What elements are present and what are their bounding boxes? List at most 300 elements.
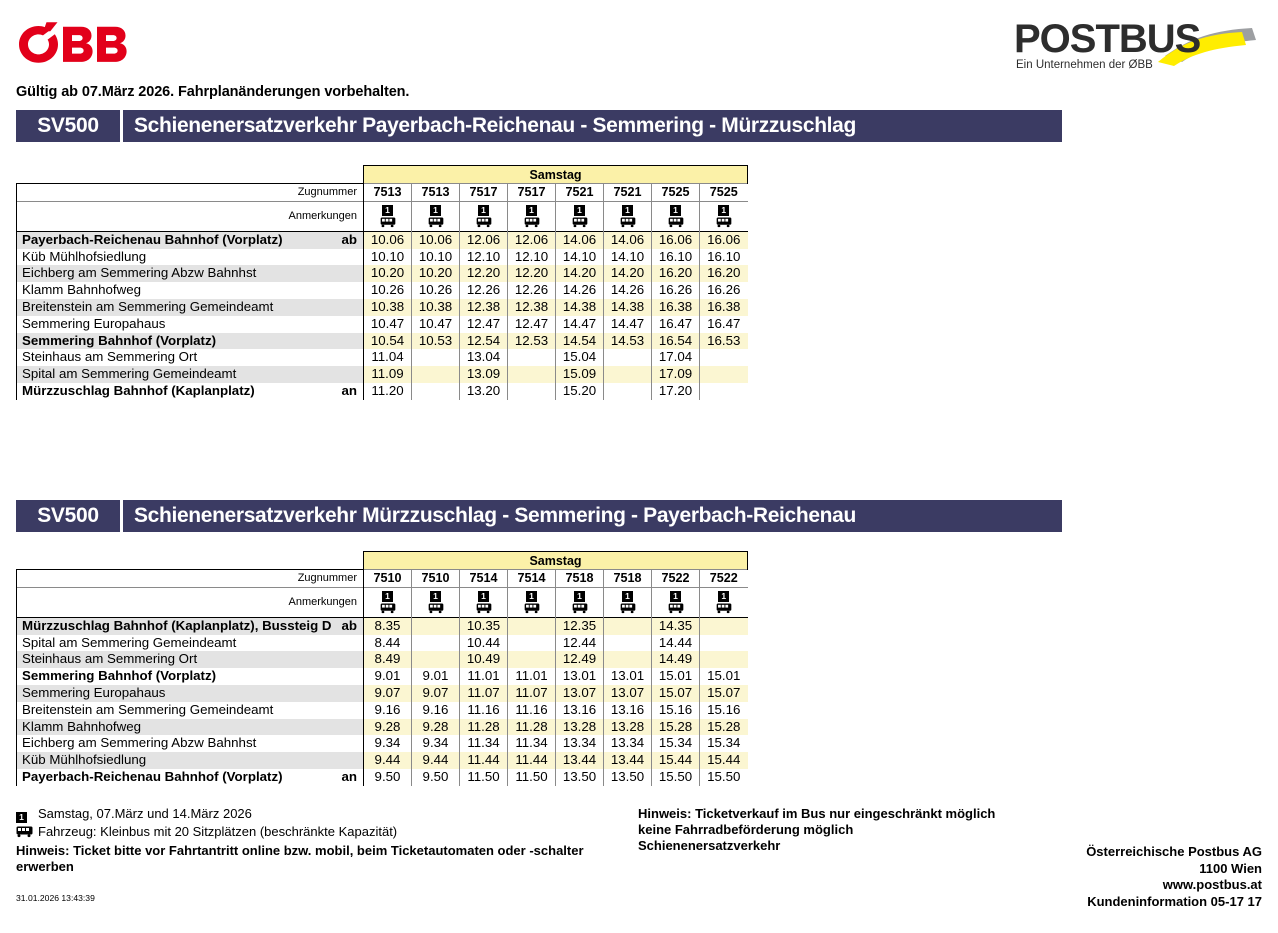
- stop-name: Klamm Bahnhofweg: [22, 718, 141, 734]
- annotation-cell: [604, 587, 652, 617]
- note-one-icon: 1: [718, 591, 729, 602]
- annotation-cell: [460, 587, 508, 617]
- company-name: Österreichische Postbus AG: [1086, 844, 1262, 859]
- time-cell: [604, 617, 652, 634]
- train-number-cell: 7522: [700, 570, 748, 588]
- stop-name: Steinhaus am Semmering Ort: [22, 651, 198, 667]
- time-cell: 9.28: [412, 719, 460, 736]
- time-cell: 10.47: [412, 316, 460, 333]
- time-cell: 9.50: [364, 769, 412, 786]
- route-title-1: Schienenersatzverkehr Payerbach-Reichenau - Semmering - Mürzzuschlag: [134, 114, 856, 137]
- time-cell: 11.04: [364, 349, 412, 366]
- time-cell: 12.26: [460, 282, 508, 299]
- time-cell: 9.50: [412, 769, 460, 786]
- day-header-cell: Samstag: [364, 166, 748, 184]
- note-one-icon: 1: [526, 205, 537, 216]
- annotation-cell: [556, 201, 604, 231]
- train-number-cell: 7518: [556, 570, 604, 588]
- train-number-cell: 7513: [412, 184, 460, 202]
- time-cell: 10.26: [364, 282, 412, 299]
- time-cell: [700, 617, 748, 634]
- stop-name-cell: [17, 685, 364, 702]
- stop-name: Eichberg am Semmering Abzw Bahnhst: [22, 265, 257, 281]
- time-cell: 16.26: [652, 282, 700, 299]
- time-cell: 16.26: [700, 282, 748, 299]
- bus-icon: [572, 603, 588, 614]
- customer-info: Kundeninformation 05-17 17: [1087, 893, 1262, 909]
- time-cell: 16.10: [700, 249, 748, 266]
- note-one-icon: 1: [574, 205, 585, 216]
- table-row: [17, 349, 748, 366]
- stop-name-cell: [17, 635, 364, 652]
- stop-name-cell: [17, 265, 364, 282]
- annotation-cell: [700, 587, 748, 617]
- time-cell: 12.38: [460, 299, 508, 316]
- stop-name-cell: [17, 249, 364, 266]
- time-cell: 15.09: [556, 366, 604, 383]
- time-cell: 13.09: [460, 366, 508, 383]
- time-cell: 16.10: [652, 249, 700, 266]
- annotation-cell: [700, 201, 748, 231]
- time-cell: 9.01: [412, 668, 460, 685]
- time-cell: 11.01: [460, 668, 508, 685]
- time-cell: 15.28: [700, 719, 748, 736]
- time-cell: [700, 349, 748, 366]
- time-cell: [604, 383, 652, 400]
- bus-icon: [428, 217, 444, 228]
- time-cell: 11.01: [508, 668, 556, 685]
- line-code-2: SV500: [37, 504, 99, 527]
- time-cell: 14.26: [556, 282, 604, 299]
- table-row: [17, 752, 748, 769]
- time-cell: [412, 617, 460, 634]
- time-cell: 8.35: [364, 617, 412, 634]
- time-cell: 14.38: [604, 299, 652, 316]
- time-cell: [508, 383, 556, 400]
- note-one-icon: 1: [622, 205, 633, 216]
- time-cell: 16.06: [652, 231, 700, 248]
- train-number-row: [17, 570, 748, 588]
- bus-icon: [524, 603, 540, 614]
- time-cell: 11.16: [508, 702, 556, 719]
- time-cell: 11.07: [508, 685, 556, 702]
- time-cell: 12.49: [556, 651, 604, 668]
- time-cell: 13.34: [604, 735, 652, 752]
- time-cell: [508, 651, 556, 668]
- route-header-2: [16, 500, 1062, 532]
- table-row: [17, 231, 748, 248]
- time-cell: 15.20: [556, 383, 604, 400]
- train-number-cell: 7525: [700, 184, 748, 202]
- time-cell: 14.47: [604, 316, 652, 333]
- time-cell: 11.34: [508, 735, 556, 752]
- stop-name: Eichberg am Semmering Abzw Bahnhst: [22, 735, 257, 751]
- stop-name: Semmering Bahnhof (Vorplatz): [22, 332, 217, 348]
- stop-name-cell: [17, 617, 364, 634]
- annotation-cell: [364, 587, 412, 617]
- postbus-wordmark: POSTBUS: [1014, 17, 1201, 61]
- table-row: [17, 719, 748, 736]
- hinweis-left: Hinweis: Ticket bitte vor Fahrtantritt online bzw. mobil, beim Ticketautomaten oder -schalter erwerben: [16, 843, 584, 874]
- table-row: [17, 668, 748, 685]
- time-cell: 14.47: [556, 316, 604, 333]
- time-cell: 9.07: [412, 685, 460, 702]
- time-cell: 14.10: [556, 249, 604, 266]
- label-zugnummer: Zugnummer: [17, 570, 364, 588]
- bus-icon: [428, 603, 444, 614]
- time-cell: 10.38: [364, 299, 412, 316]
- time-cell: 14.06: [556, 231, 604, 248]
- time-cell: [604, 651, 652, 668]
- bus-icon: [716, 603, 732, 614]
- table-row: [17, 316, 748, 333]
- time-cell: 12.06: [508, 231, 556, 248]
- table-row: [17, 735, 748, 752]
- bus-icon: [476, 217, 492, 228]
- stop-name: Semmering Bahnhof (Vorplatz): [22, 668, 217, 684]
- stop-name: Spital am Semmering Gemeindeamt: [22, 366, 237, 382]
- company-city: 1100 Wien: [1199, 860, 1262, 876]
- time-cell: [412, 383, 460, 400]
- time-cell: 9.44: [364, 752, 412, 769]
- stop-name-cell: [17, 349, 364, 366]
- train-number-cell: 7510: [364, 570, 412, 588]
- time-cell: 11.50: [508, 769, 556, 786]
- time-cell: 14.54: [556, 333, 604, 350]
- time-cell: 13.01: [556, 668, 604, 685]
- footnote-bus-text: Fahrzeug: Kleinbus mit 20 Sitzplätzen (beschränkte Kapazität): [38, 824, 398, 839]
- table-row: [17, 617, 748, 634]
- train-number-cell: 7513: [364, 184, 412, 202]
- time-cell: 11.44: [460, 752, 508, 769]
- time-cell: 12.20: [460, 265, 508, 282]
- stop-name-cell: [17, 735, 364, 752]
- train-number-cell: 7510: [412, 570, 460, 588]
- bus-icon: [380, 217, 396, 228]
- time-cell: 17.20: [652, 383, 700, 400]
- stop-name: Klamm Bahnhofweg: [22, 282, 141, 298]
- time-cell: 16.06: [700, 231, 748, 248]
- annotation-cell: [556, 587, 604, 617]
- train-number-cell: 7525: [652, 184, 700, 202]
- annotation-cell: [412, 587, 460, 617]
- time-cell: 10.53: [412, 333, 460, 350]
- time-cell: 15.34: [652, 735, 700, 752]
- time-cell: 10.44: [460, 635, 508, 652]
- time-cell: 14.20: [556, 265, 604, 282]
- time-cell: 13.44: [556, 752, 604, 769]
- time-cell: 12.38: [508, 299, 556, 316]
- time-cell: 16.20: [700, 265, 748, 282]
- arr-dep-marker: ab: [341, 231, 357, 247]
- stop-name-cell: [17, 316, 364, 333]
- table-row: [17, 769, 748, 786]
- time-cell: 15.01: [652, 668, 700, 685]
- time-cell: 10.47: [364, 316, 412, 333]
- note-one-icon: 1: [430, 205, 441, 216]
- stop-name: Spital am Semmering Gemeindeamt: [22, 634, 237, 650]
- time-cell: 10.54: [364, 333, 412, 350]
- time-cell: 13.07: [556, 685, 604, 702]
- time-cell: 15.01: [700, 668, 748, 685]
- time-cell: 13.28: [556, 719, 604, 736]
- stop-name-cell: [17, 366, 364, 383]
- time-cell: 10.35: [460, 617, 508, 634]
- bus-icon: [476, 603, 492, 614]
- time-cell: 10.20: [364, 265, 412, 282]
- bus-icon: [380, 603, 396, 614]
- time-cell: 17.04: [652, 349, 700, 366]
- train-number-row: [17, 184, 748, 202]
- time-cell: 13.50: [604, 769, 652, 786]
- time-cell: 14.20: [604, 265, 652, 282]
- time-cell: 16.47: [652, 316, 700, 333]
- stop-name-cell: [17, 282, 364, 299]
- annotation-cell: [508, 587, 556, 617]
- time-cell: 9.34: [364, 735, 412, 752]
- time-cell: 15.50: [652, 769, 700, 786]
- note-one-icon: 1: [526, 591, 537, 602]
- stop-name-cell: [17, 651, 364, 668]
- note-one-icon: 1: [382, 591, 393, 602]
- time-cell: 15.16: [700, 702, 748, 719]
- company-address: [1086, 844, 1262, 910]
- stop-name: Breitenstein am Semmering Gemeindeamt: [22, 701, 274, 717]
- annotation-cell: [460, 201, 508, 231]
- time-cell: [412, 635, 460, 652]
- day-header-cell: Samstag: [364, 552, 748, 570]
- time-cell: 13.01: [604, 668, 652, 685]
- table-row: [17, 651, 748, 668]
- timetable-2: [16, 551, 748, 786]
- train-number-cell: 7517: [508, 184, 556, 202]
- day-header-row: [17, 552, 748, 570]
- time-cell: 12.44: [556, 635, 604, 652]
- time-cell: 14.10: [604, 249, 652, 266]
- time-cell: 10.06: [412, 231, 460, 248]
- bus-icon: [716, 217, 732, 228]
- time-cell: 13.07: [604, 685, 652, 702]
- annotation-row: [17, 201, 748, 231]
- spacer-cell: [17, 552, 364, 570]
- time-cell: 9.28: [364, 719, 412, 736]
- postbus-logo: [990, 12, 1260, 74]
- note-one-icon: 1: [16, 806, 38, 823]
- time-cell: 14.38: [556, 299, 604, 316]
- company-website[interactable]: www.postbus.at: [1162, 877, 1262, 892]
- time-cell: 16.47: [700, 316, 748, 333]
- train-number-cell: 7517: [460, 184, 508, 202]
- time-cell: 8.44: [364, 635, 412, 652]
- stop-name-cell: [17, 719, 364, 736]
- time-cell: [604, 635, 652, 652]
- stop-name-cell: [17, 668, 364, 685]
- label-anmerkungen: Anmerkungen: [17, 587, 364, 617]
- train-number-cell: 7514: [508, 570, 556, 588]
- spacer-cell: [17, 166, 364, 184]
- time-cell: 15.50: [700, 769, 748, 786]
- note-one-icon: 1: [718, 205, 729, 216]
- time-cell: 11.28: [460, 719, 508, 736]
- time-cell: 15.04: [556, 349, 604, 366]
- time-cell: 15.34: [700, 735, 748, 752]
- route-header-1: [16, 110, 1062, 142]
- time-cell: 10.49: [460, 651, 508, 668]
- time-cell: 14.44: [652, 635, 700, 652]
- time-cell: 14.49: [652, 651, 700, 668]
- footnote-1-text: Samstag, 07.März und 14.März 2026: [38, 806, 252, 821]
- stop-name: Küb Mühlhofsiedlung: [22, 248, 147, 264]
- time-cell: [604, 366, 652, 383]
- timetable-1: [16, 165, 748, 400]
- arr-dep-marker: ab: [341, 617, 357, 633]
- time-cell: [508, 635, 556, 652]
- time-cell: 8.49: [364, 651, 412, 668]
- stop-name-cell: [17, 231, 364, 248]
- table-row: [17, 333, 748, 350]
- stop-name: Payerbach-Reichenau Bahnhof (Vorplatz): [22, 231, 283, 247]
- time-cell: 11.07: [460, 685, 508, 702]
- stop-name-cell: [17, 702, 364, 719]
- bus-icon: [16, 824, 38, 841]
- stop-name: Steinhaus am Semmering Ort: [22, 349, 198, 365]
- route-title-2: Schienenersatzverkehr Mürzzuschlag - Semmering - Payerbach-Reichenau: [134, 504, 856, 527]
- train-number-cell: 7521: [604, 184, 652, 202]
- train-number-cell: 7522: [652, 570, 700, 588]
- time-cell: 14.53: [604, 333, 652, 350]
- table-row: [17, 685, 748, 702]
- time-cell: [508, 366, 556, 383]
- note-one-icon: 1: [670, 205, 681, 216]
- time-cell: 9.16: [412, 702, 460, 719]
- time-cell: 11.44: [508, 752, 556, 769]
- time-cell: 16.54: [652, 333, 700, 350]
- time-cell: 14.26: [604, 282, 652, 299]
- time-cell: 14.06: [604, 231, 652, 248]
- stop-name: Breitenstein am Semmering Gemeindeamt: [22, 298, 274, 314]
- time-cell: 13.50: [556, 769, 604, 786]
- annotation-cell: [652, 201, 700, 231]
- time-cell: 11.09: [364, 366, 412, 383]
- train-number-cell: 7518: [604, 570, 652, 588]
- time-cell: 16.38: [700, 299, 748, 316]
- hinweis-right-2: keine Fahrradbeförderung möglich: [638, 822, 854, 837]
- stop-name: Küb Mühlhofsiedlung: [22, 752, 147, 768]
- time-cell: 15.07: [652, 685, 700, 702]
- time-cell: [412, 651, 460, 668]
- time-cell: 13.20: [460, 383, 508, 400]
- train-number-cell: 7521: [556, 184, 604, 202]
- table-row: [17, 366, 748, 383]
- time-cell: 12.10: [508, 249, 556, 266]
- time-cell: 13.04: [460, 349, 508, 366]
- time-cell: 10.20: [412, 265, 460, 282]
- time-cell: 12.35: [556, 617, 604, 634]
- time-cell: [412, 349, 460, 366]
- stop-name: Mürzzuschlag Bahnhof (Kaplanplatz): [22, 382, 255, 398]
- label-anmerkungen: Anmerkungen: [17, 201, 364, 231]
- time-cell: 17.09: [652, 366, 700, 383]
- time-cell: [508, 349, 556, 366]
- time-cell: 10.38: [412, 299, 460, 316]
- time-cell: 10.10: [364, 249, 412, 266]
- label-zugnummer: Zugnummer: [17, 184, 364, 202]
- table-row: [17, 702, 748, 719]
- time-cell: 12.47: [508, 316, 556, 333]
- annotation-cell: [364, 201, 412, 231]
- oebb-logo: [16, 20, 136, 68]
- time-cell: 16.53: [700, 333, 748, 350]
- bus-icon: [620, 217, 636, 228]
- table-row: [17, 299, 748, 316]
- time-cell: 13.34: [556, 735, 604, 752]
- note-one-icon: 1: [478, 591, 489, 602]
- time-cell: 14.35: [652, 617, 700, 634]
- stop-name: Mürzzuschlag Bahnhof (Kaplanplatz), Bussteig D: [22, 617, 332, 633]
- table-row: [17, 265, 748, 282]
- note-one-icon: 1: [430, 591, 441, 602]
- time-cell: 11.28: [508, 719, 556, 736]
- time-cell: [508, 617, 556, 634]
- time-cell: [412, 366, 460, 383]
- time-cell: [700, 651, 748, 668]
- time-cell: 9.34: [412, 735, 460, 752]
- validity-note: Gültig ab 07.März 2026. Fahrplanänderungen vorbehalten.: [16, 84, 410, 100]
- time-cell: 11.50: [460, 769, 508, 786]
- time-cell: 10.10: [412, 249, 460, 266]
- time-cell: 9.01: [364, 668, 412, 685]
- time-cell: 15.16: [652, 702, 700, 719]
- line-code-1: SV500: [37, 114, 99, 137]
- time-cell: [700, 383, 748, 400]
- arr-dep-marker: an: [341, 382, 357, 398]
- time-cell: 9.44: [412, 752, 460, 769]
- table-row: [17, 249, 748, 266]
- bus-icon: [572, 217, 588, 228]
- stop-name: Payerbach-Reichenau Bahnhof (Vorplatz): [22, 768, 283, 784]
- generation-timestamp: 31.01.2026 13:43:39: [16, 893, 95, 903]
- stop-name: Semmering Europahaus: [22, 684, 166, 700]
- stop-name-cell: [17, 299, 364, 316]
- postbus-tagline-text: Ein Unternehmen der ØBB: [1016, 59, 1153, 71]
- time-cell: 12.06: [460, 231, 508, 248]
- time-cell: 12.20: [508, 265, 556, 282]
- time-cell: 11.20: [364, 383, 412, 400]
- annotation-cell: [652, 587, 700, 617]
- table-row: [17, 282, 748, 299]
- time-cell: 9.16: [364, 702, 412, 719]
- time-cell: [700, 635, 748, 652]
- note-one-icon: 1: [574, 591, 585, 602]
- time-cell: 16.38: [652, 299, 700, 316]
- time-cell: 13.16: [604, 702, 652, 719]
- time-cell: 12.26: [508, 282, 556, 299]
- hinweis-right-3: Schienenersatzverkehr: [638, 838, 781, 853]
- stop-name: Semmering Europahaus: [22, 315, 166, 331]
- stop-name-cell: [17, 752, 364, 769]
- hinweis-right-1: Hinweis: Ticketverkauf im Bus nur eingeschränkt möglich: [638, 806, 996, 821]
- time-cell: 11.34: [460, 735, 508, 752]
- footer-right: [638, 806, 1058, 854]
- arr-dep-marker: an: [341, 768, 357, 784]
- annotation-cell: [604, 201, 652, 231]
- time-cell: 13.44: [604, 752, 652, 769]
- stop-name-cell: [17, 383, 364, 400]
- time-cell: 15.44: [700, 752, 748, 769]
- time-cell: 15.07: [700, 685, 748, 702]
- time-cell: [604, 349, 652, 366]
- footnote-bus: [16, 824, 626, 841]
